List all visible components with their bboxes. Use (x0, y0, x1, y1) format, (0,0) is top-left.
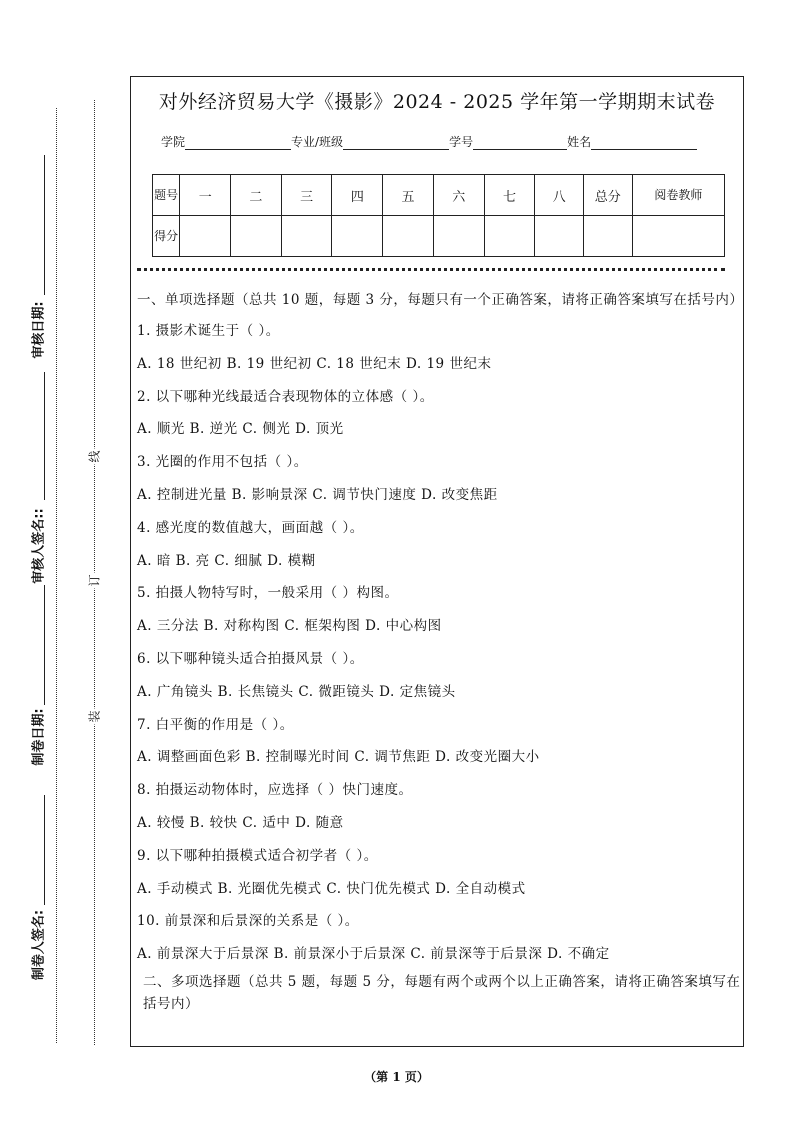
score-col-8: 八 (535, 175, 584, 216)
question-9: 9. 以下哪种拍摄模式适合初学者（ ）。 (137, 847, 378, 864)
score-table (152, 174, 725, 257)
score-col-2: 二 (231, 175, 282, 216)
audit-date-line (44, 155, 45, 295)
score-value-label: 得分 (153, 216, 180, 257)
question-4: 4. 感光度的数值越大，画面越（ ）。 (137, 519, 364, 536)
score-col-7: 七 (484, 175, 535, 216)
name-label: 姓名 (567, 135, 592, 149)
college-field[interactable] (185, 137, 291, 150)
question-7: 7. 白平衡的作用是（ ）。 (137, 716, 294, 733)
major-label: 专业/班级 (291, 135, 344, 149)
make-date-line (44, 585, 45, 705)
score-cell[interactable] (583, 216, 632, 257)
question-7-options: A. 调整画面色彩 B. 控制曝光时间 C. 调节焦距 D. 改变光圈大小 (137, 749, 540, 766)
question-list (137, 315, 741, 971)
question-1: 1. 摄影术诞生于（ ）。 (137, 323, 280, 339)
binding-dotted-line (56, 108, 57, 1043)
score-col-reviewer: 阅卷教师 (632, 175, 724, 216)
score-cell[interactable] (433, 216, 484, 257)
auditor-sign-line (44, 372, 45, 500)
question-1-options: A. 18 世纪初 B. 19 世纪初 C. 18 世纪末 D. 19 世纪末 (137, 355, 492, 372)
maker-sign-line (44, 795, 45, 905)
section2-heading: 二、多项选择题（总共 5 题，每题 5 分，每题有两个或两个以上正确答案，请将正确答案填写在括号内） (143, 973, 741, 1012)
score-col-total: 总分 (583, 175, 632, 216)
college-label: 学院 (161, 135, 186, 149)
student-id-label: 学号 (449, 135, 474, 149)
score-col-4: 四 (332, 175, 383, 216)
score-cell[interactable] (484, 216, 535, 257)
question-5-options: A. 三分法 B. 对称构图 C. 框架构图 D. 中心构图 (137, 618, 442, 635)
score-cell[interactable] (535, 216, 584, 257)
score-cell[interactable] (632, 216, 724, 257)
score-value-row (153, 216, 725, 257)
question-9-options: A. 手动模式 B. 光圈优先模式 C. 快门优先模式 D. 全自动模式 (137, 880, 526, 897)
question-4-options: A. 暗 B. 亮 C. 细腻 D. 模糊 (137, 552, 316, 569)
dotted-separator (137, 268, 725, 271)
section1-heading: 一、单项选择题（总共 10 题，每题 3 分，每题只有一个正确答案，请将正确答案填写在括号内） (137, 292, 744, 308)
exam-title: 对外经济贸易大学《摄影》2024 - 2025 学年第一学期期末试卷 (158, 91, 716, 113)
question-10-options: A. 前景深大于后景深 B. 前景深小于后景深 C. 前景深等于后景深 D. 不确定 (137, 946, 610, 963)
binding-char-line: 线 (87, 450, 102, 463)
major-field[interactable] (343, 137, 449, 150)
name-field[interactable] (591, 137, 697, 150)
score-cell[interactable] (180, 216, 231, 257)
score-col-6: 六 (433, 175, 484, 216)
student-info-row (161, 133, 697, 150)
score-cell[interactable] (231, 216, 282, 257)
student-id-field[interactable] (473, 137, 567, 150)
question-3-options: A. 控制进光量 B. 影响景深 C. 调节快门速度 D. 改变焦距 (137, 486, 498, 503)
score-col-3: 三 (281, 175, 332, 216)
page-number: （第 1 页） (364, 1070, 429, 1084)
exam-content (137, 289, 744, 1015)
question-8-options: A. 较慢 B. 较快 C. 适中 D. 随意 (137, 814, 344, 831)
score-cell[interactable] (383, 216, 434, 257)
question-2: 2. 以下哪种光线最适合表现物体的立体感（ ）。 (137, 388, 434, 405)
score-cell[interactable] (332, 216, 383, 257)
score-cell[interactable] (281, 216, 332, 257)
question-6: 6. 以下哪种镜头适合拍摄风景（ ）。 (137, 650, 364, 667)
question-3: 3. 光圈的作用不包括（ ）。 (137, 454, 308, 471)
question-8: 8. 拍摄运动物体时，应选择（ ）快门速度。 (137, 782, 413, 799)
question-5: 5. 拍摄人物特写时，一般采用（ ）构图。 (137, 585, 399, 602)
binding-char-zhuang: 装 (87, 710, 102, 723)
binding-char-ding: 订 (87, 574, 102, 587)
score-col-1: 一 (180, 175, 231, 216)
score-col-5: 五 (383, 175, 434, 216)
exam-frame (130, 76, 744, 1047)
score-header-row (153, 175, 725, 216)
question-10: 10. 前景深和后景深的关系是（ ）。 (137, 913, 359, 930)
score-header-label: 题号 (153, 175, 180, 216)
question-2-options: A. 顺光 B. 逆光 C. 侧光 D. 顶光 (137, 421, 344, 438)
question-6-options: A. 广角镜头 B. 长焦镜头 C. 微距镜头 D. 定焦镜头 (137, 683, 456, 700)
